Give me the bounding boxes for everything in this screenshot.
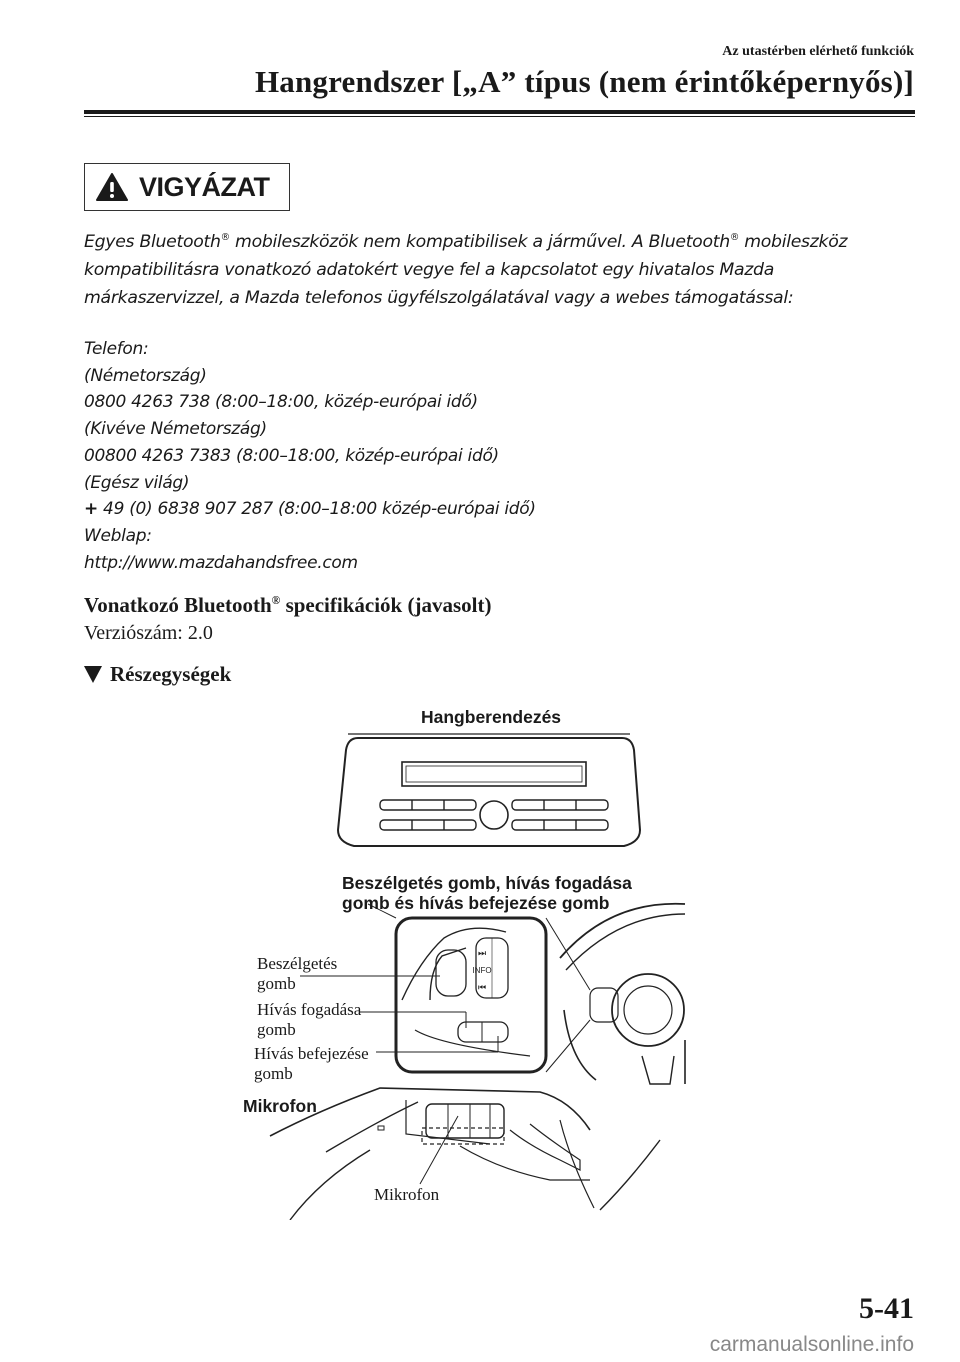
parts-heading: Részegységek (84, 662, 231, 687)
region-except-germany: (Kivéve Németország) (84, 419, 267, 440)
header-rule (84, 110, 915, 114)
spec-heading: Vonatkozó Bluetooth® specifikációk (javasolt) (84, 593, 492, 617)
header-rule-thin (84, 116, 915, 117)
web-url[interactable]: http://www.mazdahandsfree.com (84, 552, 358, 573)
steering-closeup-illustration (368, 904, 590, 1072)
phone-label: Telefon: (84, 339, 149, 359)
label-answer-button: Hívás fogadása gomb (257, 1000, 362, 1039)
label-microphone: Mikrofon (374, 1185, 440, 1204)
page-title: Hangrendszer [„A” típus (nem érintőképernyős)] (254, 64, 914, 99)
label-hangup-button: Hívás befejezése gomb (254, 1044, 369, 1083)
spec-version: Verziószám: 2.0 (84, 622, 213, 644)
audio-right-buttons (512, 800, 608, 830)
region-germany: (Németország) (84, 365, 207, 386)
info-label: INFO (472, 966, 492, 975)
label-talk-group: Beszélgetés gomb, hívás fogadása gomb és hívás befejezése gomb (342, 873, 632, 913)
page-number: 5-41 (859, 1292, 914, 1325)
label-talk-button: Beszélgetés gomb (257, 954, 338, 993)
microphone-illustration (270, 1088, 660, 1220)
section-label: Az utastérben elérhető funkciók (722, 44, 914, 59)
web-label: Weblap: (84, 525, 152, 546)
region-world: (Egész világ) (84, 472, 190, 493)
svg-text:⏭: ⏭ (477, 948, 487, 958)
label-audio-unit: Hangberendezés (421, 707, 562, 727)
audio-knob (480, 801, 508, 829)
warning-title: VIGYÁZAT (139, 171, 270, 202)
label-microphone-title: Mikrofon (243, 1096, 317, 1116)
warning-text: Egyes Bluetooth® mobileszközök nem kompatibilisek a járművel. A Bluetooth® mobileszköz kompatibilitásra vonatkozó adatokért vegye fel a kapcsolatot egy hivatalos Mazda márkaszervizzel, a Mazda telefonos ügyfélszolgálatával vagy a webes támogatással: (84, 232, 848, 308)
audio-unit-illustration (338, 734, 640, 846)
phone-except-germany: 00800 4263 7383 (8:00–18:00, közép-európai idő) (84, 445, 499, 466)
audio-left-buttons (380, 800, 476, 830)
phone-germany: 0800 4263 738 (8:00–18:00, közép-európai idő) (84, 392, 478, 413)
steering-wheel-illustration (560, 904, 685, 1084)
section-triangle-icon (84, 666, 102, 683)
contact-block (84, 336, 914, 576)
warning-triangle-icon (95, 172, 129, 202)
watermark: carmanualsonline.info (709, 1333, 914, 1356)
warning-box (84, 163, 290, 211)
phone-world: + 49 (0) 6838 907 287 (8:00–18:00 közép-európai idő) (84, 499, 536, 520)
svg-text:⏮: ⏮ (477, 982, 487, 992)
